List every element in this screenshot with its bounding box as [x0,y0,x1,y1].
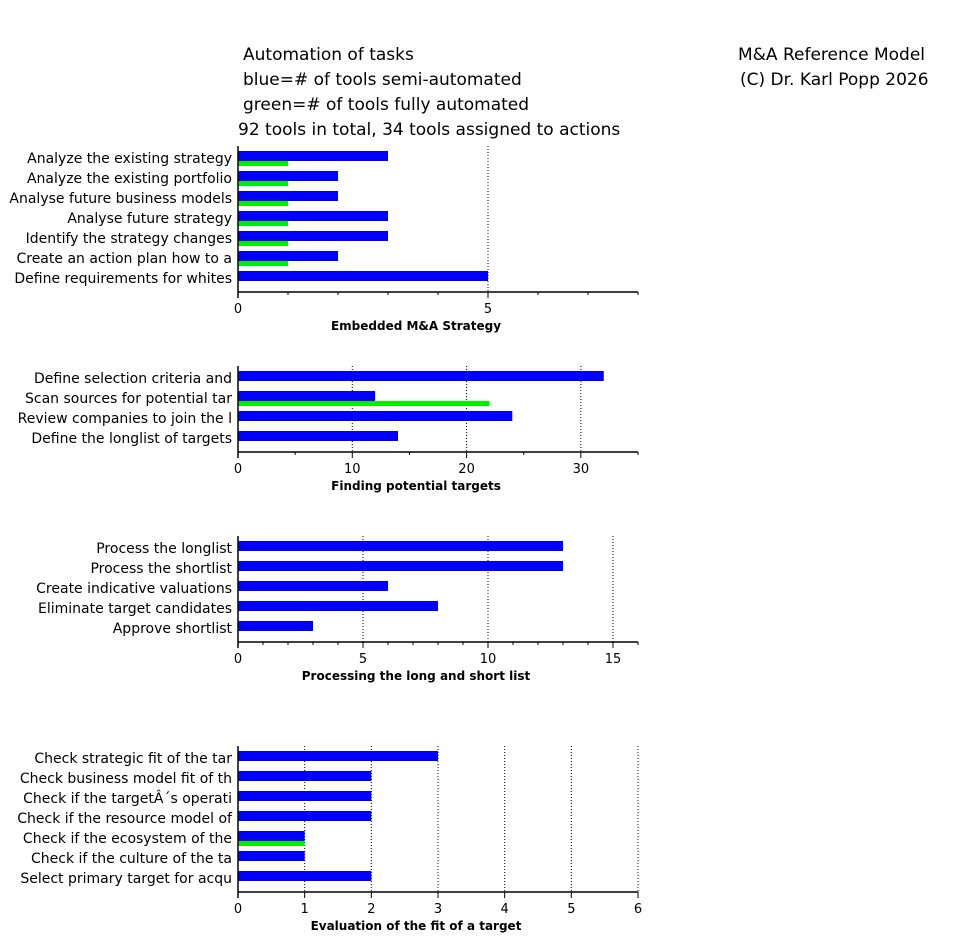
category-label: Analyze the existing portfolio [26,171,232,187]
chart-title: Finding potential targets [331,479,501,493]
category-label: Check strategic fit of the tar [34,751,232,767]
tick-label: 10 [344,462,361,477]
category-label: Check if the ecosystem of the [22,831,232,847]
category-label: Process the shortlist [90,561,232,577]
bar-semi-automated [238,171,338,181]
tick-label: 0 [233,652,243,667]
category-label: Scan sources for potential tar [25,391,232,407]
bar-semi-automated [238,621,313,631]
header-title: Automation of tasks [243,45,414,65]
tick-label: 20 [458,462,475,477]
bar-semi-automated [238,561,563,571]
bar-semi-automated [238,771,371,781]
category-label: Check if the culture of the ta [31,851,232,867]
bar-semi-automated [238,751,438,761]
bar-fully-automated [238,261,288,266]
bar-fully-automated [238,181,288,186]
tick-label: 30 [572,462,590,477]
category-label: Check if the resource model of [17,811,232,827]
category-label: Identify the strategy changes [25,231,232,247]
tick-label: 3 [433,902,443,917]
bar-semi-automated [238,871,371,881]
bar-semi-automated [238,541,563,551]
charts-container [9,146,642,933]
category-label: Create an action plan how to a [16,251,232,267]
tick-label: 1 [300,902,309,917]
header-left [238,45,620,140]
category-label: Define the longlist of targets [31,431,232,447]
chart-title: Evaluation of the fit of a target [310,919,522,933]
tick-label: 2 [367,902,376,917]
category-label: Create indicative valuations [36,581,232,597]
category-label: Review companies to join the l [17,411,232,427]
chart-3 [36,536,638,683]
category-label: Check business model fit of th [19,771,232,787]
tick-label: 0 [233,462,243,477]
bar-semi-automated [238,791,371,801]
chart-title: Processing the long and short list [301,669,531,683]
category-label: Approve shortlist [112,621,232,637]
copyright-line: (C) Dr. Karl Popp 2026 [740,70,929,90]
bar-semi-automated [238,231,388,241]
bar-fully-automated [238,841,305,846]
chart-4 [17,746,642,933]
reference-model-title: M&A Reference Model [738,45,926,65]
tick-label: 6 [633,902,643,917]
bar-semi-automated [238,371,604,381]
bar-semi-automated [238,411,512,421]
bar-semi-automated [238,831,305,841]
category-label: Define requirements for whites [14,271,232,287]
category-label: Analyze the existing strategy [27,151,232,167]
bar-semi-automated [238,431,398,441]
bar-semi-automated [238,851,305,861]
header-legend-green: green=# of tools fully automated [243,95,530,115]
bar-fully-automated [238,221,288,226]
bar-fully-automated [238,161,288,166]
header-legend-blue: blue=# of tools semi-automated [243,70,522,90]
category-label: Check if the targetÂ´s operati [23,791,232,807]
header-right [738,45,929,90]
tick-label: 4 [500,902,509,917]
tick-label: 5 [358,652,368,667]
bar-semi-automated [238,251,338,261]
tick-label: 5 [483,302,493,317]
tick-label: 0 [233,302,243,317]
bar-semi-automated [238,601,438,611]
category-label: Eliminate target candidates [38,601,232,617]
bar-semi-automated [238,211,388,221]
category-label: Select primary target for acqu [20,871,232,887]
category-label: Analyse future business models [9,191,232,207]
bar-semi-automated [238,581,388,591]
bar-semi-automated [238,191,338,201]
tick-label: 10 [479,652,497,667]
chart-2 [18,366,638,493]
bar-semi-automated [238,811,371,821]
bar-fully-automated [238,241,288,246]
category-label: Analyse future strategy [67,211,232,227]
bar-semi-automated [238,271,488,281]
header-tool-count: 92 tools in total, 34 tools assigned to actions [238,120,621,140]
tick-label: 0 [233,902,243,917]
bar-semi-automated [238,391,375,401]
chart-1 [9,146,638,333]
bar-semi-automated [238,151,388,161]
tick-label: 15 [604,652,622,667]
chart-title: Embedded M&A Strategy [330,319,502,333]
bar-fully-automated [238,401,489,406]
bar-fully-automated [238,201,288,206]
tick-label: 5 [567,902,576,917]
category-label: Process the longlist [96,541,232,557]
category-label: Define selection criteria and [34,371,232,387]
